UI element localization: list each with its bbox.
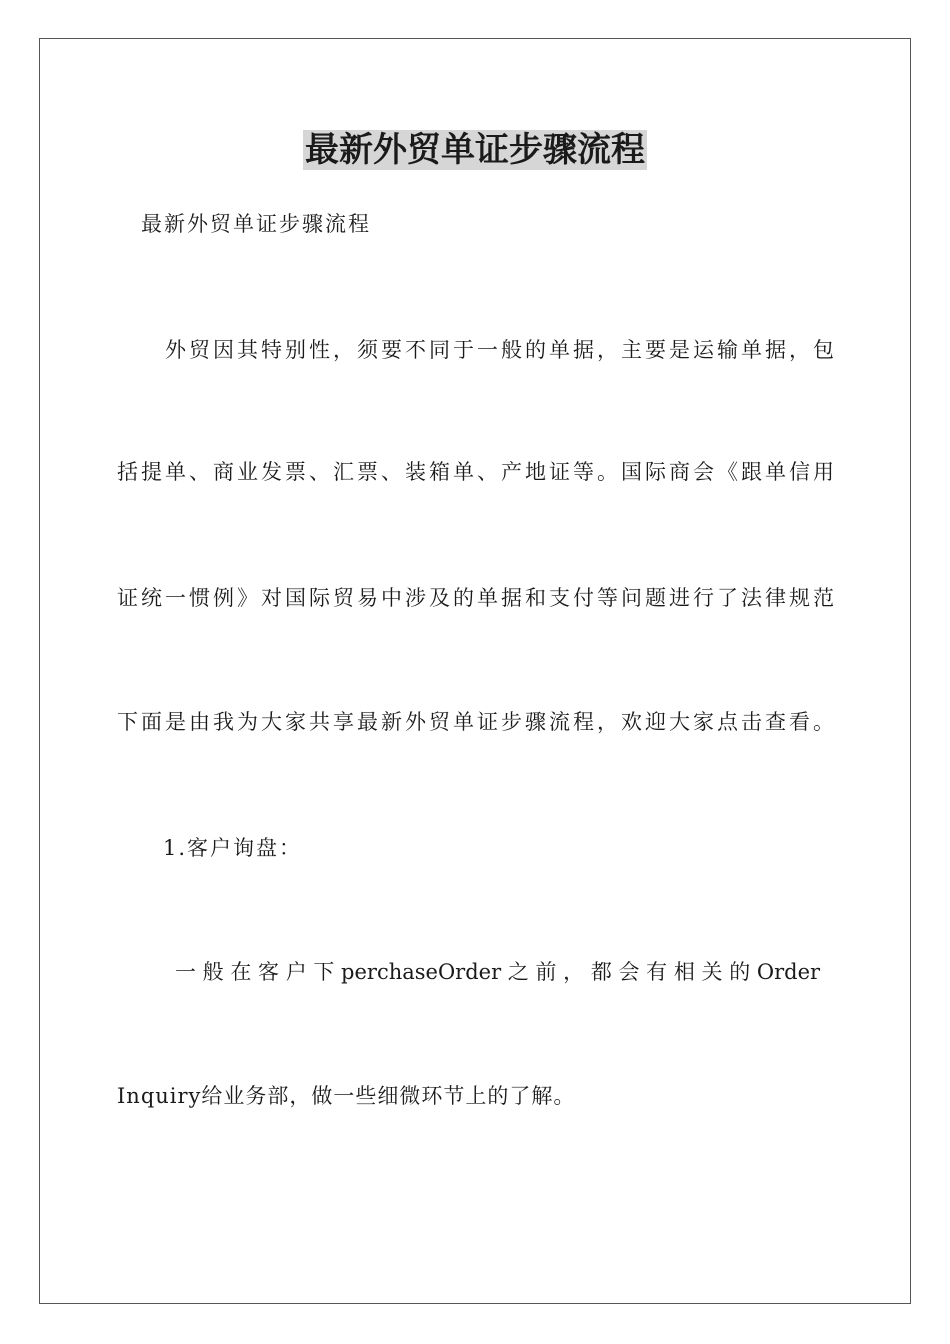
paragraph-line: 一 般 在 客 户 下 perchaseOrder 之 前 ， 都 会 有 相 关 的 Order xyxy=(175,960,821,984)
document-subtitle: 最新外贸单证步骤流程 xyxy=(141,212,371,236)
paragraph-line: 下面是由我为大家共享最新外贸单证步骤流程，欢迎大家点击查看。 xyxy=(117,710,837,734)
document-title-text: 最新外贸单证步骤流程 xyxy=(305,130,645,170)
document-title xyxy=(0,128,950,172)
section-heading: 1.客户询盘： xyxy=(163,836,303,860)
paragraph-line: Inquiry给业务部，做一些细微环节上的了解。 xyxy=(117,1084,576,1108)
paragraph-line: 括提单、商业发票、汇票、装箱单、产地证等。国际商会《跟单信用 xyxy=(117,460,837,484)
paragraph-line: 证统一惯例》对国际贸易中涉及的单据和支付等问题进行了法律规范 xyxy=(117,586,837,610)
paragraph-line: 外贸因其特别性，须要不同于一般的单据，主要是运输单据，包 xyxy=(165,338,837,362)
